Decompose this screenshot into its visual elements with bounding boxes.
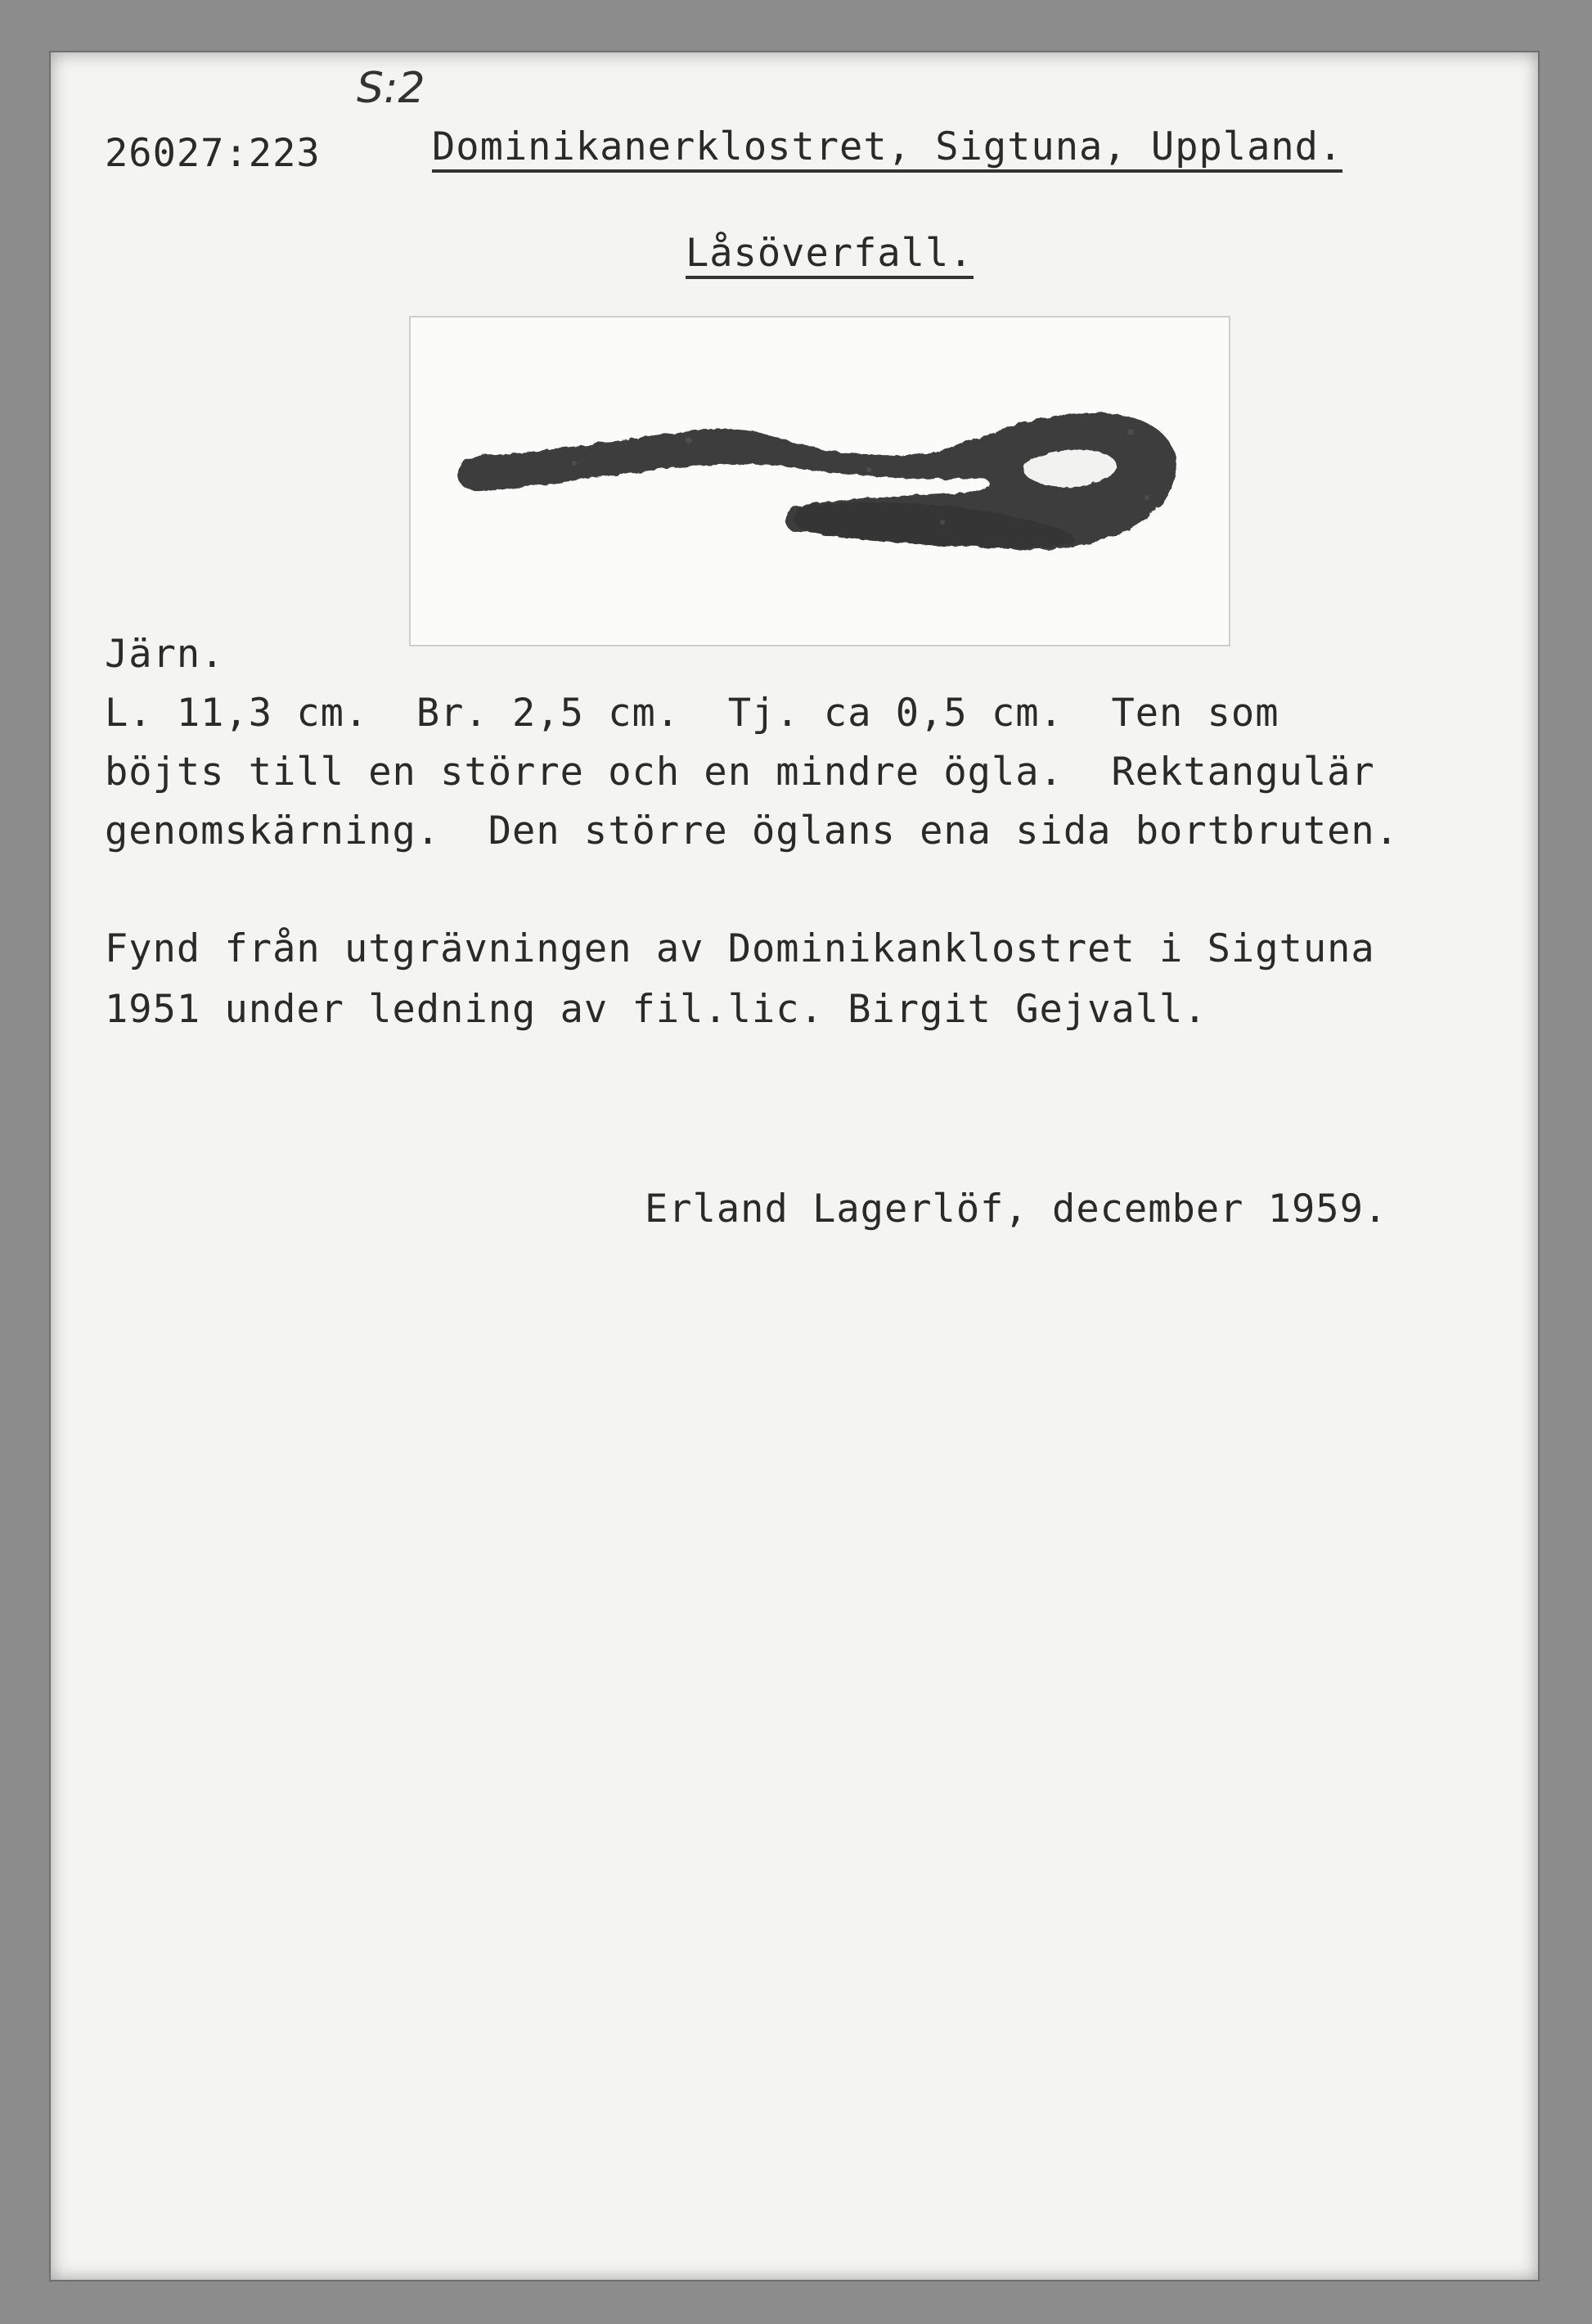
material-line: Järn.: [105, 632, 225, 677]
description-line: genomskärning. Den större öglans ena sida bortbruten.: [105, 808, 1400, 853]
description-line: L. 11,3 cm. Br. 2,5 cm. Tj. ca 0,5 cm. Ten som: [105, 691, 1279, 736]
signature-line: Erland Lagerlöf, december 1959.: [645, 1187, 1388, 1232]
object-photo: [409, 316, 1230, 646]
find-line: Fynd från utgrävningen av Dominikanklostret i Sigtuna: [105, 926, 1375, 971]
catalog-number: 26027:223: [105, 131, 321, 176]
catalog-card: [51, 52, 1538, 2280]
handwritten-mark: S:2: [357, 64, 425, 113]
find-line: 1951 under ledning av fil.lic. Birgit Gejvall.: [105, 987, 1207, 1032]
description-line: böjts till en större och en mindre ögla. Rektangulär: [105, 750, 1375, 795]
location-heading: Dominikanerklostret, Sigtuna, Uppland.: [432, 128, 1342, 173]
iron-hasp-object-icon: [411, 318, 1229, 645]
object-title: Låsöverfall.: [686, 234, 974, 279]
